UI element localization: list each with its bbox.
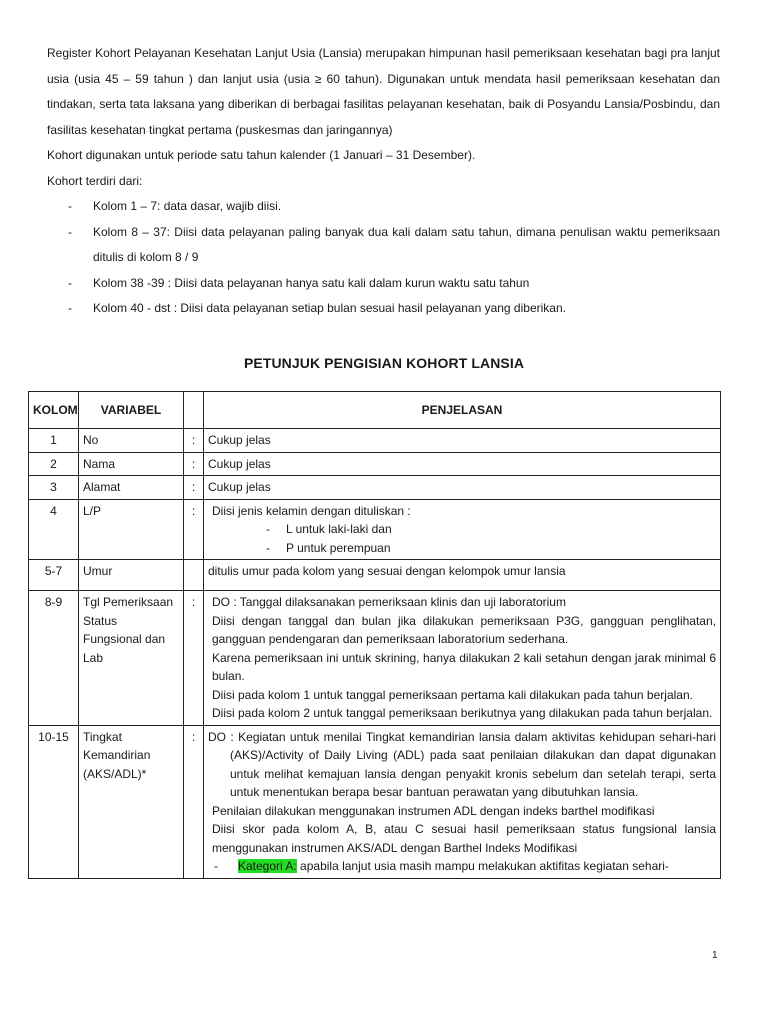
cell-penjelasan: Cukup jelas: [204, 452, 721, 476]
list-item-text: Kolom 1 – 7: data dasar, wajib diisi.: [93, 199, 282, 213]
cell-penjelasan: Cukup jelas: [204, 429, 721, 453]
header-penjelasan: PENJELASAN: [204, 392, 721, 429]
list-item: [47, 194, 720, 220]
explanation-line: DO : Kegiatan untuk menilai Tingkat kemandirian lansia dalam aktivitas kehidupan sehari-hari (AKS)/Activity of Daily Living (ADL) pada saat penilaian dilakukan dan dapat digunakan untuk melihat kemajuan lansia dengan penyakit kronis sebelum dan setelah terapi, serta untuk menentukan berapa besar bantuan perawatan yang dibutuhkan lansia.: [208, 729, 716, 799]
header-variabel: VARIABEL: [79, 392, 184, 429]
cell-penjelasan: [204, 591, 721, 726]
cell-penjelasan: [204, 499, 721, 560]
table-row: [29, 725, 721, 878]
intro-paragraph-1: Register Kohort Pelayanan Kesehatan Lanjut Usia (Lansia) merupakan himpunan hasil pemeriksaan kesehatan bagi pra lanjut usia (usia 45 – 59 tahun ) dan lanjut usia (usia ≥ 60 tahun). Digunakan untuk mendata hasil pemeriksaan kesehatan dan tindakan, serta tata laksana yang diberikan di berbagai fasilitas pelayanan kesehatan, baik di Posyandu Lansia/Posbindu, dan fasilitas kesehatan tingkat pertama (puskesmas dan jaringannya): [47, 46, 720, 137]
explanation-line: Diisi dengan tanggal dan bulan jika dilakukan pemeriksaan P3G, gangguan penglihatan, gangguan pendengaran dan pemeriksaan laboratorium sederhana.: [212, 613, 716, 646]
category-colon: :: [293, 859, 297, 873]
table-row: [29, 452, 721, 476]
cell-separator: :: [184, 725, 204, 878]
cell-penjelasan: [204, 725, 721, 878]
list-item-text: Kolom 8 – 37: Diisi data pelayanan paling banyak dua kali dalam satu tahun, dimana penulisan waktu pemeriksaan ditulis di kolom 8 / 9: [93, 224, 720, 264]
cell-variabel: Umur: [79, 560, 184, 591]
list-item-text: Kolom 38 -39 : Diisi data pelayanan hanya satu kali dalam kurun waktu satu tahun: [93, 275, 530, 290]
category-text: apabila lanjut usia masih mampu melakukan aktifitas kegiatan sehari-: [296, 859, 669, 873]
instruction-table: [28, 391, 721, 879]
cell-kolom: 4: [29, 499, 79, 560]
explanation-line: Diisi pada kolom 1 untuk tanggal pemeriksaan pertama kali dilakukan pada tahun berjalan.: [212, 687, 693, 702]
cell-separator: :: [184, 452, 204, 476]
explanation-line: Diisi pada kolom 2 untuk tanggal pemeriksaan berikutnya yang dilakukan pada tahun berjalan.: [212, 706, 713, 720]
explanation-line: Karena pemeriksaan ini untuk skrining, hanya dilakukan 2 kali setahun dengan jarak minimal 6 bulan.: [212, 650, 716, 683]
list-item: [47, 296, 720, 322]
cell-kolom: 3: [29, 476, 79, 500]
intro-paragraph-2: Kohort digunakan untuk periode satu tahun kalender (1 Januari – 31 Desember).: [47, 148, 476, 162]
category-a-highlight: [238, 859, 297, 873]
cell-separator: :: [184, 476, 204, 500]
table-row: [29, 560, 721, 591]
cell-variabel: Alamat: [79, 476, 184, 500]
list-item-text: Kolom 40 - dst : Diisi data pelayanan setiap bulan sesuai hasil pelayanan yang diberikan.: [93, 301, 566, 315]
cell-separator: :: [184, 499, 204, 560]
cell-kolom: 8-9: [29, 591, 79, 726]
explanation-line: DO : Tanggal dilaksanakan pemeriksaan klinis dan uji laboratorium: [212, 595, 566, 609]
sub-item-text: L untuk laki-laki dan: [286, 522, 392, 536]
bullet-dash: -: [68, 275, 72, 290]
table-row: [29, 591, 721, 726]
cell-kolom: 10-15: [29, 725, 79, 878]
cell-variabel: No: [79, 429, 184, 453]
explanation-line: Diisi skor pada kolom A, B, atau C sesuai hasil pemeriksaan status fungsional lansia menggunakan instrumen AKS/ADL dengan Barthel Indeks Modifikasi: [212, 822, 716, 855]
list-item: [47, 220, 720, 271]
header-separator: [184, 392, 204, 429]
explanation-line: Diisi jenis kelamin dengan dituliskan :: [212, 503, 411, 518]
cell-separator: [184, 560, 204, 591]
table-header-row: [29, 392, 721, 429]
cell-variabel: Nama: [79, 452, 184, 476]
bullet-dash: -: [68, 224, 72, 239]
category-item: [208, 857, 716, 876]
header-kolom: KOLOM: [29, 392, 79, 429]
cell-variabel: L/P: [79, 499, 184, 560]
cell-kolom: 2: [29, 452, 79, 476]
cell-kolom: 1: [29, 429, 79, 453]
page-number: 1: [712, 950, 718, 961]
table-row: [29, 499, 721, 560]
explanation-line: Penilaian dilakukan menggunakan instrumen ADL dengan indeks barthel modifikasi: [212, 803, 655, 818]
cell-kolom: 5-7: [29, 560, 79, 591]
bullet-dash: -: [266, 540, 270, 555]
category-label: Kategori A: [238, 859, 294, 873]
cell-penjelasan: ditulis umur pada kolom yang sesuai dengan kelompok umur lansia: [204, 560, 721, 591]
table-row: [29, 429, 721, 453]
bullet-dash: -: [68, 199, 72, 213]
intro-paragraph-3: Kohort terdiri dari:: [47, 173, 143, 188]
cell-separator: :: [184, 591, 204, 726]
cell-variabel: Tgl Pemeriksaan Status Fungsional dan Lab: [79, 591, 184, 726]
section-title: PETUNJUK PENGISIAN KOHORT LANSIA: [243, 355, 525, 371]
table-row: [29, 476, 721, 500]
column-list: [47, 194, 720, 322]
cell-separator: :: [184, 429, 204, 453]
cell-penjelasan: Cukup jelas: [204, 476, 721, 500]
sub-item-text: P untuk perempuan: [286, 540, 391, 555]
bullet-dash: -: [68, 301, 72, 315]
bullet-dash: -: [266, 522, 270, 536]
list-item: [47, 271, 720, 297]
sub-item: [208, 520, 716, 539]
intro-section: [47, 41, 720, 322]
cell-variabel: Tingkat Kemandirian (AKS/ADL)*: [79, 725, 184, 878]
sub-item: [208, 539, 716, 558]
bullet-dash: -: [214, 859, 218, 873]
